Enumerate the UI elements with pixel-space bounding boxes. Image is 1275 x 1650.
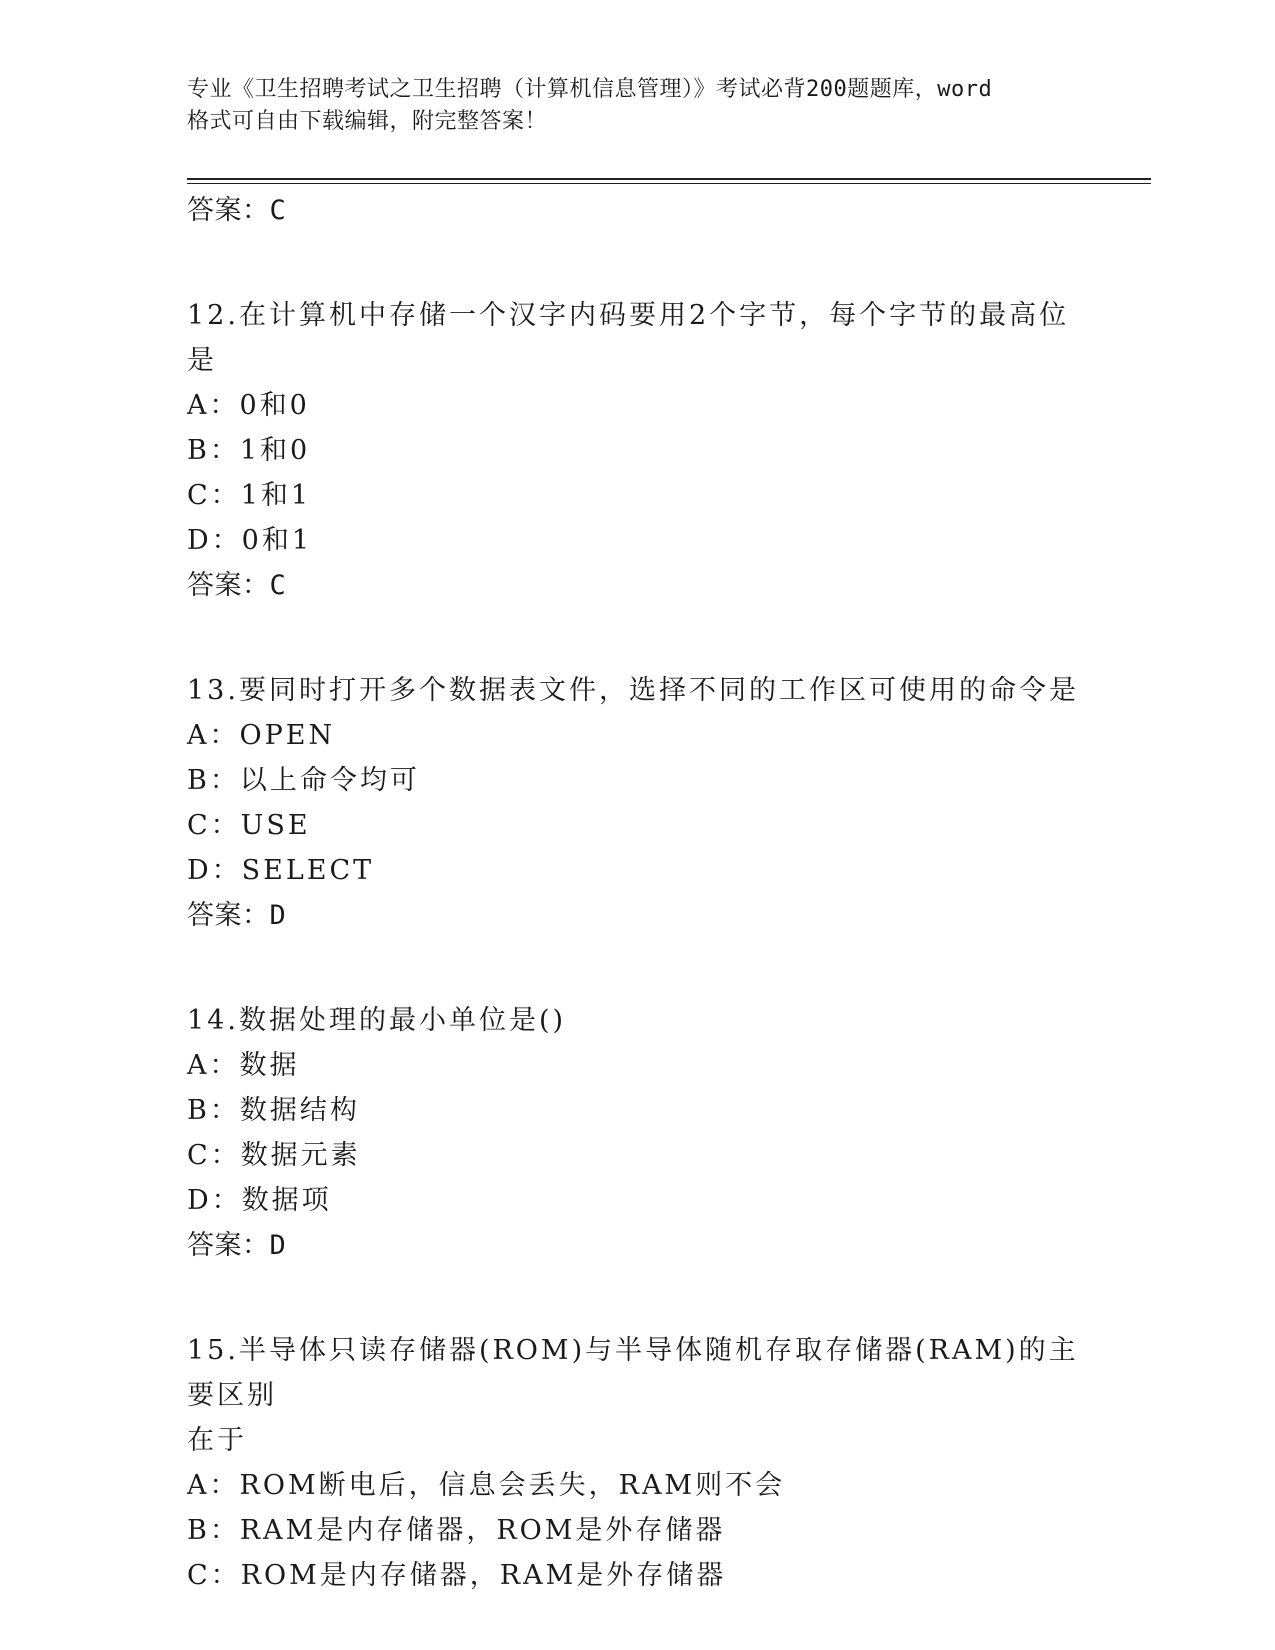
- option-c: C：1和1: [187, 480, 312, 511]
- question-stem: 13.要同时打开多个数据表文件，选择不同的工作区可使用的命令是: [187, 675, 1079, 706]
- question-13: [187, 668, 1087, 938]
- question-answer: 答案：C: [187, 570, 287, 601]
- question-answer: 答案：D: [187, 1230, 287, 1261]
- option-b: B：1和0: [187, 435, 311, 466]
- option-b: B：数据结构: [187, 1095, 360, 1126]
- option-b: B：以上命令均可: [187, 765, 420, 796]
- question-15: [187, 1328, 1087, 1598]
- option-c: C：数据元素: [187, 1140, 361, 1171]
- question-14: [187, 998, 1087, 1268]
- question-stem: 14.数据处理的最小单位是(): [187, 1005, 567, 1036]
- header-line-2: 格式可自由下载编辑，附完整答案！: [187, 109, 548, 134]
- question-stem: 12.在计算机中存储一个汉字内码要用2个字节，每个字节的最高位是: [187, 300, 1070, 376]
- option-a: A：数据: [187, 1050, 300, 1081]
- header-divider-thick: [187, 178, 1151, 180]
- question-stem-line-1: 15.半导体只读存储器(ROM)与半导体随机存取存储器(RAM)的主要区别: [187, 1335, 1079, 1411]
- option-c: C：ROM是内存储器，RAM是外存储器: [187, 1560, 727, 1591]
- option-b: B：RAM是内存储器，ROM是外存储器: [187, 1515, 726, 1546]
- option-d: D：SELECT: [187, 855, 375, 886]
- option-a: A：OPEN: [187, 720, 336, 751]
- question-stem-line-2: 在于: [187, 1425, 247, 1456]
- option-a: A：ROM断电后，信息会丢失，RAM则不会: [187, 1470, 786, 1501]
- option-d: D：0和1: [187, 525, 313, 556]
- previous-answer: 答案：C: [187, 195, 287, 226]
- option-c: C：USE: [187, 810, 311, 841]
- header-line-1: 专业《卫生招聘考试之卫生招聘（计算机信息管理）》考试必背200题题库，word: [187, 77, 993, 102]
- document-body: [187, 188, 1087, 1598]
- header-divider-thin: [187, 183, 1151, 184]
- document-header: [187, 74, 1087, 138]
- option-d: D：数据项: [187, 1185, 332, 1216]
- question-12: [187, 293, 1087, 608]
- question-answer: 答案：D: [187, 900, 287, 931]
- option-a: A：0和0: [187, 390, 310, 421]
